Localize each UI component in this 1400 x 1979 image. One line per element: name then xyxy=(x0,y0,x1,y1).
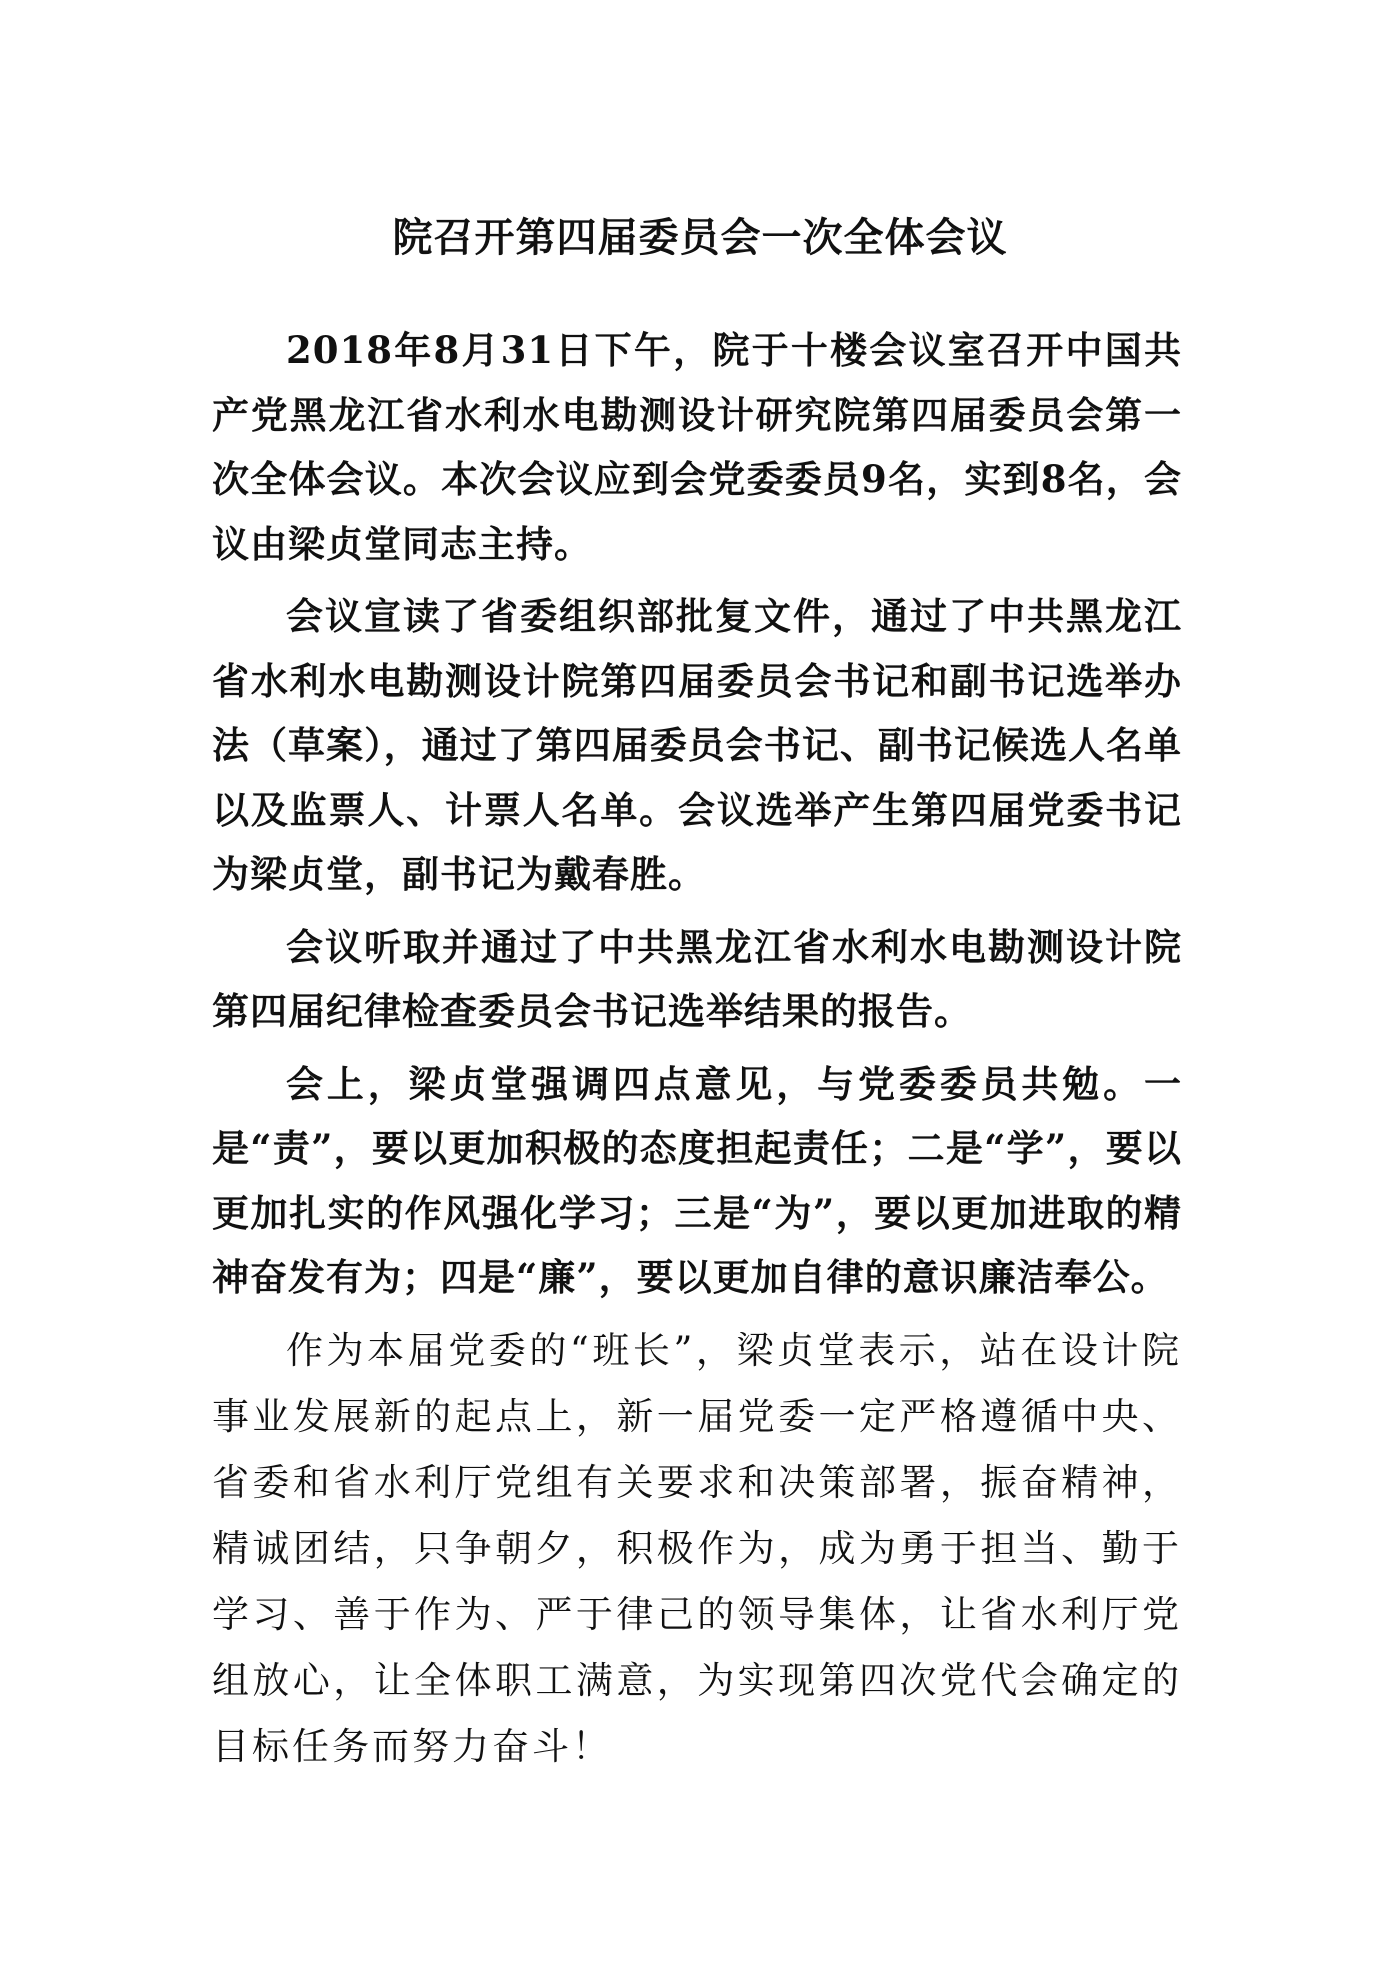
paragraph-election: 会议宣读了省委组织部批复文件，通过了中共黑龙江省水利水电勘测设计院第四届委员会书记和副书记选举办法（草案），通过了第四届委员会书记、副书记候选人名单以及监票人、计票人名单。会议选举产生第四届党委书记为梁贞堂，副书记为戴春胜。 xyxy=(212,594,1182,896)
document-body xyxy=(212,318,1182,1788)
paragraph-closing: 作为本届党委的“班长”，梁贞堂表示，站在设计院事业发展新的起点上，新一届党委一定严格遵循中央、省委和省水利厅党组有关要求和决策部署，振奋精神，精诚团结，只争朝夕，积极作为，成为勇于担当、勤于学习、善于作为、严于律己的领导集体，让省水利厅党组放心，让全体职工满意，为实现第四次党代会确定的目标任务而努力奋斗！ xyxy=(212,1328,1182,1768)
paragraph-meeting-overview: 2018年8月31日下午，院于十楼会议室召开中国共产党黑龙江省水利水电勘测设计研究院第四届委员会第一次全体会议。本次会议应到会党委委员9名，实到8名，会议由梁贞堂同志主持。 xyxy=(212,328,1182,566)
paragraph-discipline-report: 会议听取并通过了中共黑龙江省水利水电勘测设计院第四届纪律检查委员会书记选举结果的报告。 xyxy=(212,924,1182,1033)
document-title: 院召开第四届委员会一次全体会议 xyxy=(392,215,1008,261)
paragraph-four-points: 会上，梁贞堂强调四点意见，与党委委员共勉。一是“责”，要以更加积极的态度担起责任；二是“学”，要以更加扎实的作风强化学习；三是“为”，要以更加进取的精神奋发有为；四是“廉”，要以更加自律的意识廉洁奉公。 xyxy=(212,1061,1182,1299)
